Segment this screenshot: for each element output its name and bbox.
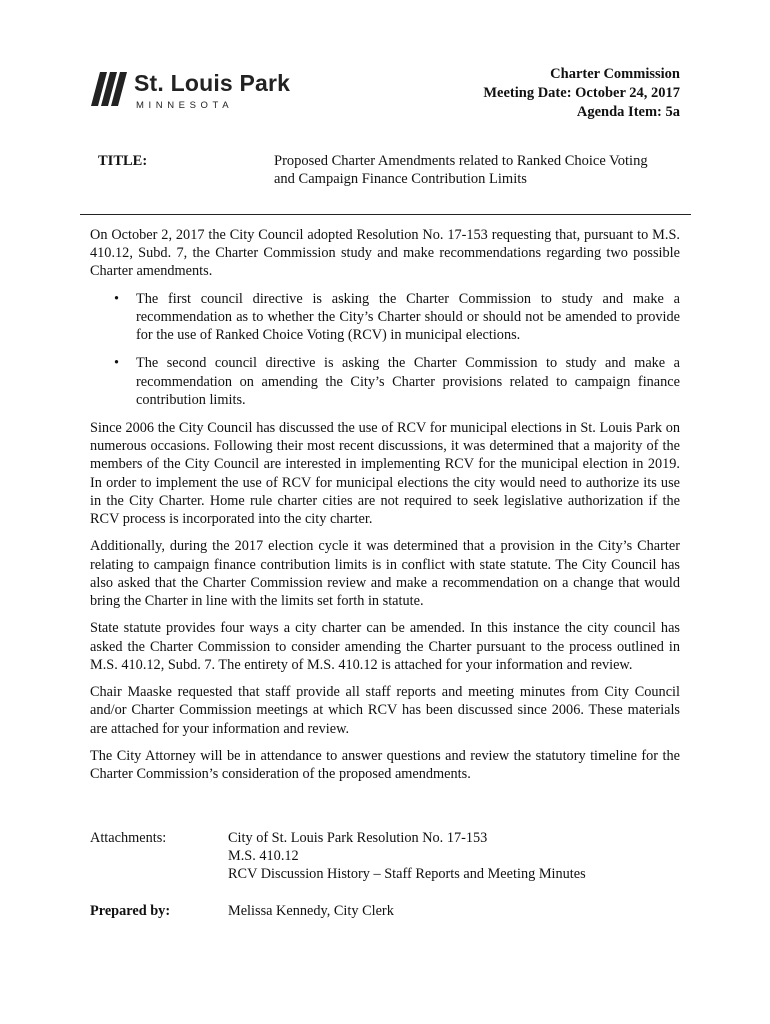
bullet-icon: • — [114, 355, 120, 372]
directive-list — [90, 290, 680, 409]
attachments-list — [228, 829, 586, 884]
commission-name: Charter Commission — [550, 66, 680, 82]
document-body — [90, 226, 680, 793]
prepared-by-name: Melissa Kennedy, City Clerk — [228, 903, 394, 919]
title-text — [274, 152, 694, 188]
list-item-text: The second council directive is asking the Charter Commission to study and make a recommendation on amending the City’s Charter provisions related to campaign finance contribution limits. — [136, 355, 680, 408]
title-line-2: and Campaign Finance Contribution Limits — [274, 171, 527, 187]
list-item — [114, 354, 680, 409]
prepared-by-label: Prepared by: — [90, 903, 171, 919]
attachment-item: RCV Discussion History – Staff Reports and Meeting Minutes — [228, 866, 586, 883]
agenda-item: Agenda Item: 5a — [576, 104, 680, 120]
title-label: TITLE: — [98, 153, 148, 169]
bullet-icon: • — [114, 290, 120, 307]
divider — [80, 214, 691, 215]
intro-paragraph: On October 2, 2017 the City Council adopted Resolution No. 17-153 requesting that, pursuant to M.S. 410.12, Subd. 7, the Charter Commission study and make recommendations regarding two possible Charter amendments. — [90, 227, 680, 280]
attachments-label: Attachments: — [90, 830, 167, 846]
attachment-item: M.S. 410.12 — [228, 848, 299, 865]
meeting-info — [483, 65, 680, 122]
paragraph-chair-request: Chair Maaske requested that staff provide all staff reports and meeting minutes from City Council and/or Charter Commission meetings at which RCV has been discussed since 2006. These materials are attached for your information and review. — [90, 684, 680, 737]
paragraph-city-attorney: The City Attorney will be in attendance to answer questions and review the statutory timeline for the Charter Commission’s consideration of the proposed amendments. — [90, 748, 680, 783]
city-logo — [90, 68, 320, 118]
meeting-date: Meeting Date: October 24, 2017 — [483, 85, 680, 101]
paragraph-rcv-history: Since 2006 the City Council has discussed the use of RCV for municipal elections in St. Louis Park on numerous occasions. Following their most recent discussions, it was determined that a majority of the members of the City Council are interested in implementing RCV for the municipal election in 2019. In order to implement the use of RCV for municipal elections the city would need to authorize its use in the City Charter. Home rule charter cities are not required to seek legislative authorization if the RCV process is incorporated into the city charter. — [90, 420, 680, 528]
attachment-item: City of St. Louis Park Resolution No. 17-153 — [228, 830, 488, 846]
paragraph-campaign-finance: Additionally, during the 2017 election cycle it was determined that a provision in the City’s Charter relating to campaign finance contribution limits is in conflict with state statute. The City Council has also asked that the Charter Commission review and make a recommendation on a change that would bring the Charter in line with the limits set forth in statute. — [90, 538, 680, 610]
logo-state-name: MINNESOTA — [136, 100, 234, 111]
logo-city-name: St. Louis Park — [134, 70, 291, 96]
list-item — [114, 290, 680, 345]
paragraph-statute: State statute provides four ways a city charter can be amended. In this instance the city council has asked the Charter Commission to consider amending the Charter pursuant to the process outlined in M.S. 410.12, Subd. 7. The entirety of M.S. 410.12 is attached for your information and review. — [90, 620, 680, 673]
slashes-logo-icon — [90, 68, 134, 112]
list-item-text: The first council directive is asking the Charter Commission to study and make a recommendation as to whether the City’s Charter should or should not be amended to provide for the use of Ranked Choice Voting (RCV) in municipal elections. — [136, 290, 680, 344]
title-line-1: Proposed Charter Amendments related to Ranked Choice Voting — [274, 153, 648, 169]
